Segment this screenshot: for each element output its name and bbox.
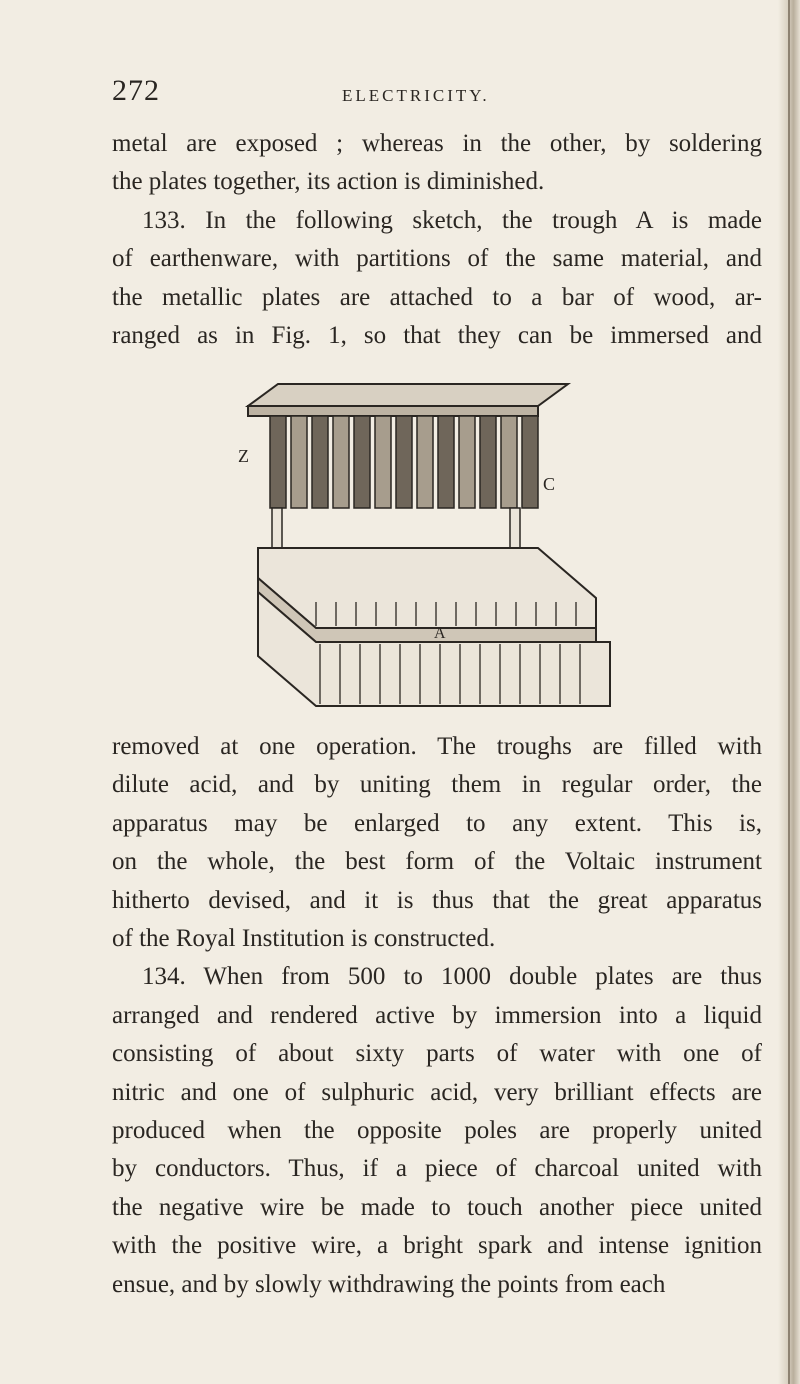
metal-plate [522, 416, 538, 508]
text-line: ranged as in Fig. 1, so that they can be immersed and [112, 322, 762, 350]
text-line: of earthenware, with partitions of the same material, and [112, 245, 762, 273]
text-line: on the whole, the best form of the Voltaic instrument [112, 848, 762, 876]
metal-plate [480, 416, 496, 508]
text-line: with the positive wire, a bright spark and intense ignition [112, 1232, 762, 1260]
text-line: by conductors. Thus, if a piece of charcoal united with [112, 1155, 762, 1183]
text-line: the metallic plates are attached to a bar of wood, ar- [112, 283, 762, 311]
metal-plate [375, 416, 391, 508]
metal-plate [396, 416, 412, 508]
text-line: of the Royal Institution is constructed. [112, 925, 496, 953]
metal-plate [501, 416, 517, 508]
text-line: nitric and one of sulphuric acid, very brilliant effects are [112, 1078, 762, 1106]
metal-plate [459, 416, 475, 508]
metal-plate [333, 416, 349, 508]
text-line: arranged and rendered active by immersion into a liquid [112, 1001, 762, 1029]
metal-plate [417, 416, 433, 508]
page-number: 272 [112, 74, 160, 107]
plate-leg [510, 508, 520, 548]
text-line: metal are exposed ; whereas in the other, by soldering [112, 130, 762, 157]
page-header [112, 74, 762, 114]
text-block-top [112, 125, 762, 355]
metal-plate [291, 416, 307, 508]
text-line: the plates together, its action is diminished. [112, 168, 545, 196]
text-line: dilute acid, and by uniting them in regular order, the [112, 771, 762, 799]
text-line: ensue, and by slowly withdrawing the points from each [112, 1270, 666, 1298]
figure-label-z: Z [238, 446, 249, 466]
text-line: consisting of about sixty parts of water with one of [112, 1040, 762, 1068]
metal-plate [438, 416, 454, 508]
metal-plate [312, 416, 328, 508]
text-line: the negative wire be made to touch another piece united [112, 1193, 762, 1221]
running-head: ELECTRICITY. [342, 86, 490, 105]
binding-shadow [788, 0, 790, 1384]
figure-label-a: A [434, 625, 446, 642]
text-line: 134. When from 500 to 1000 double plates are thus [142, 963, 762, 991]
text-line: apparatus may be enlarged to any extent. This is, [112, 809, 762, 837]
metal-plate [270, 416, 286, 508]
figure-label-c: C [543, 474, 556, 494]
text-line: removed at one operation. The troughs are filled with [112, 733, 762, 760]
text-line: hitherto devised, and it is thus that the great apparatus [112, 886, 762, 914]
plate-leg [272, 508, 282, 548]
text-line: produced when the opposite poles are properly united [112, 1117, 762, 1145]
text-block-bottom [112, 728, 762, 1304]
metal-plate [354, 416, 370, 508]
voltaic-trough-illustration [238, 380, 614, 712]
text-line: 133. In the following sketch, the trough A is made [142, 206, 762, 234]
